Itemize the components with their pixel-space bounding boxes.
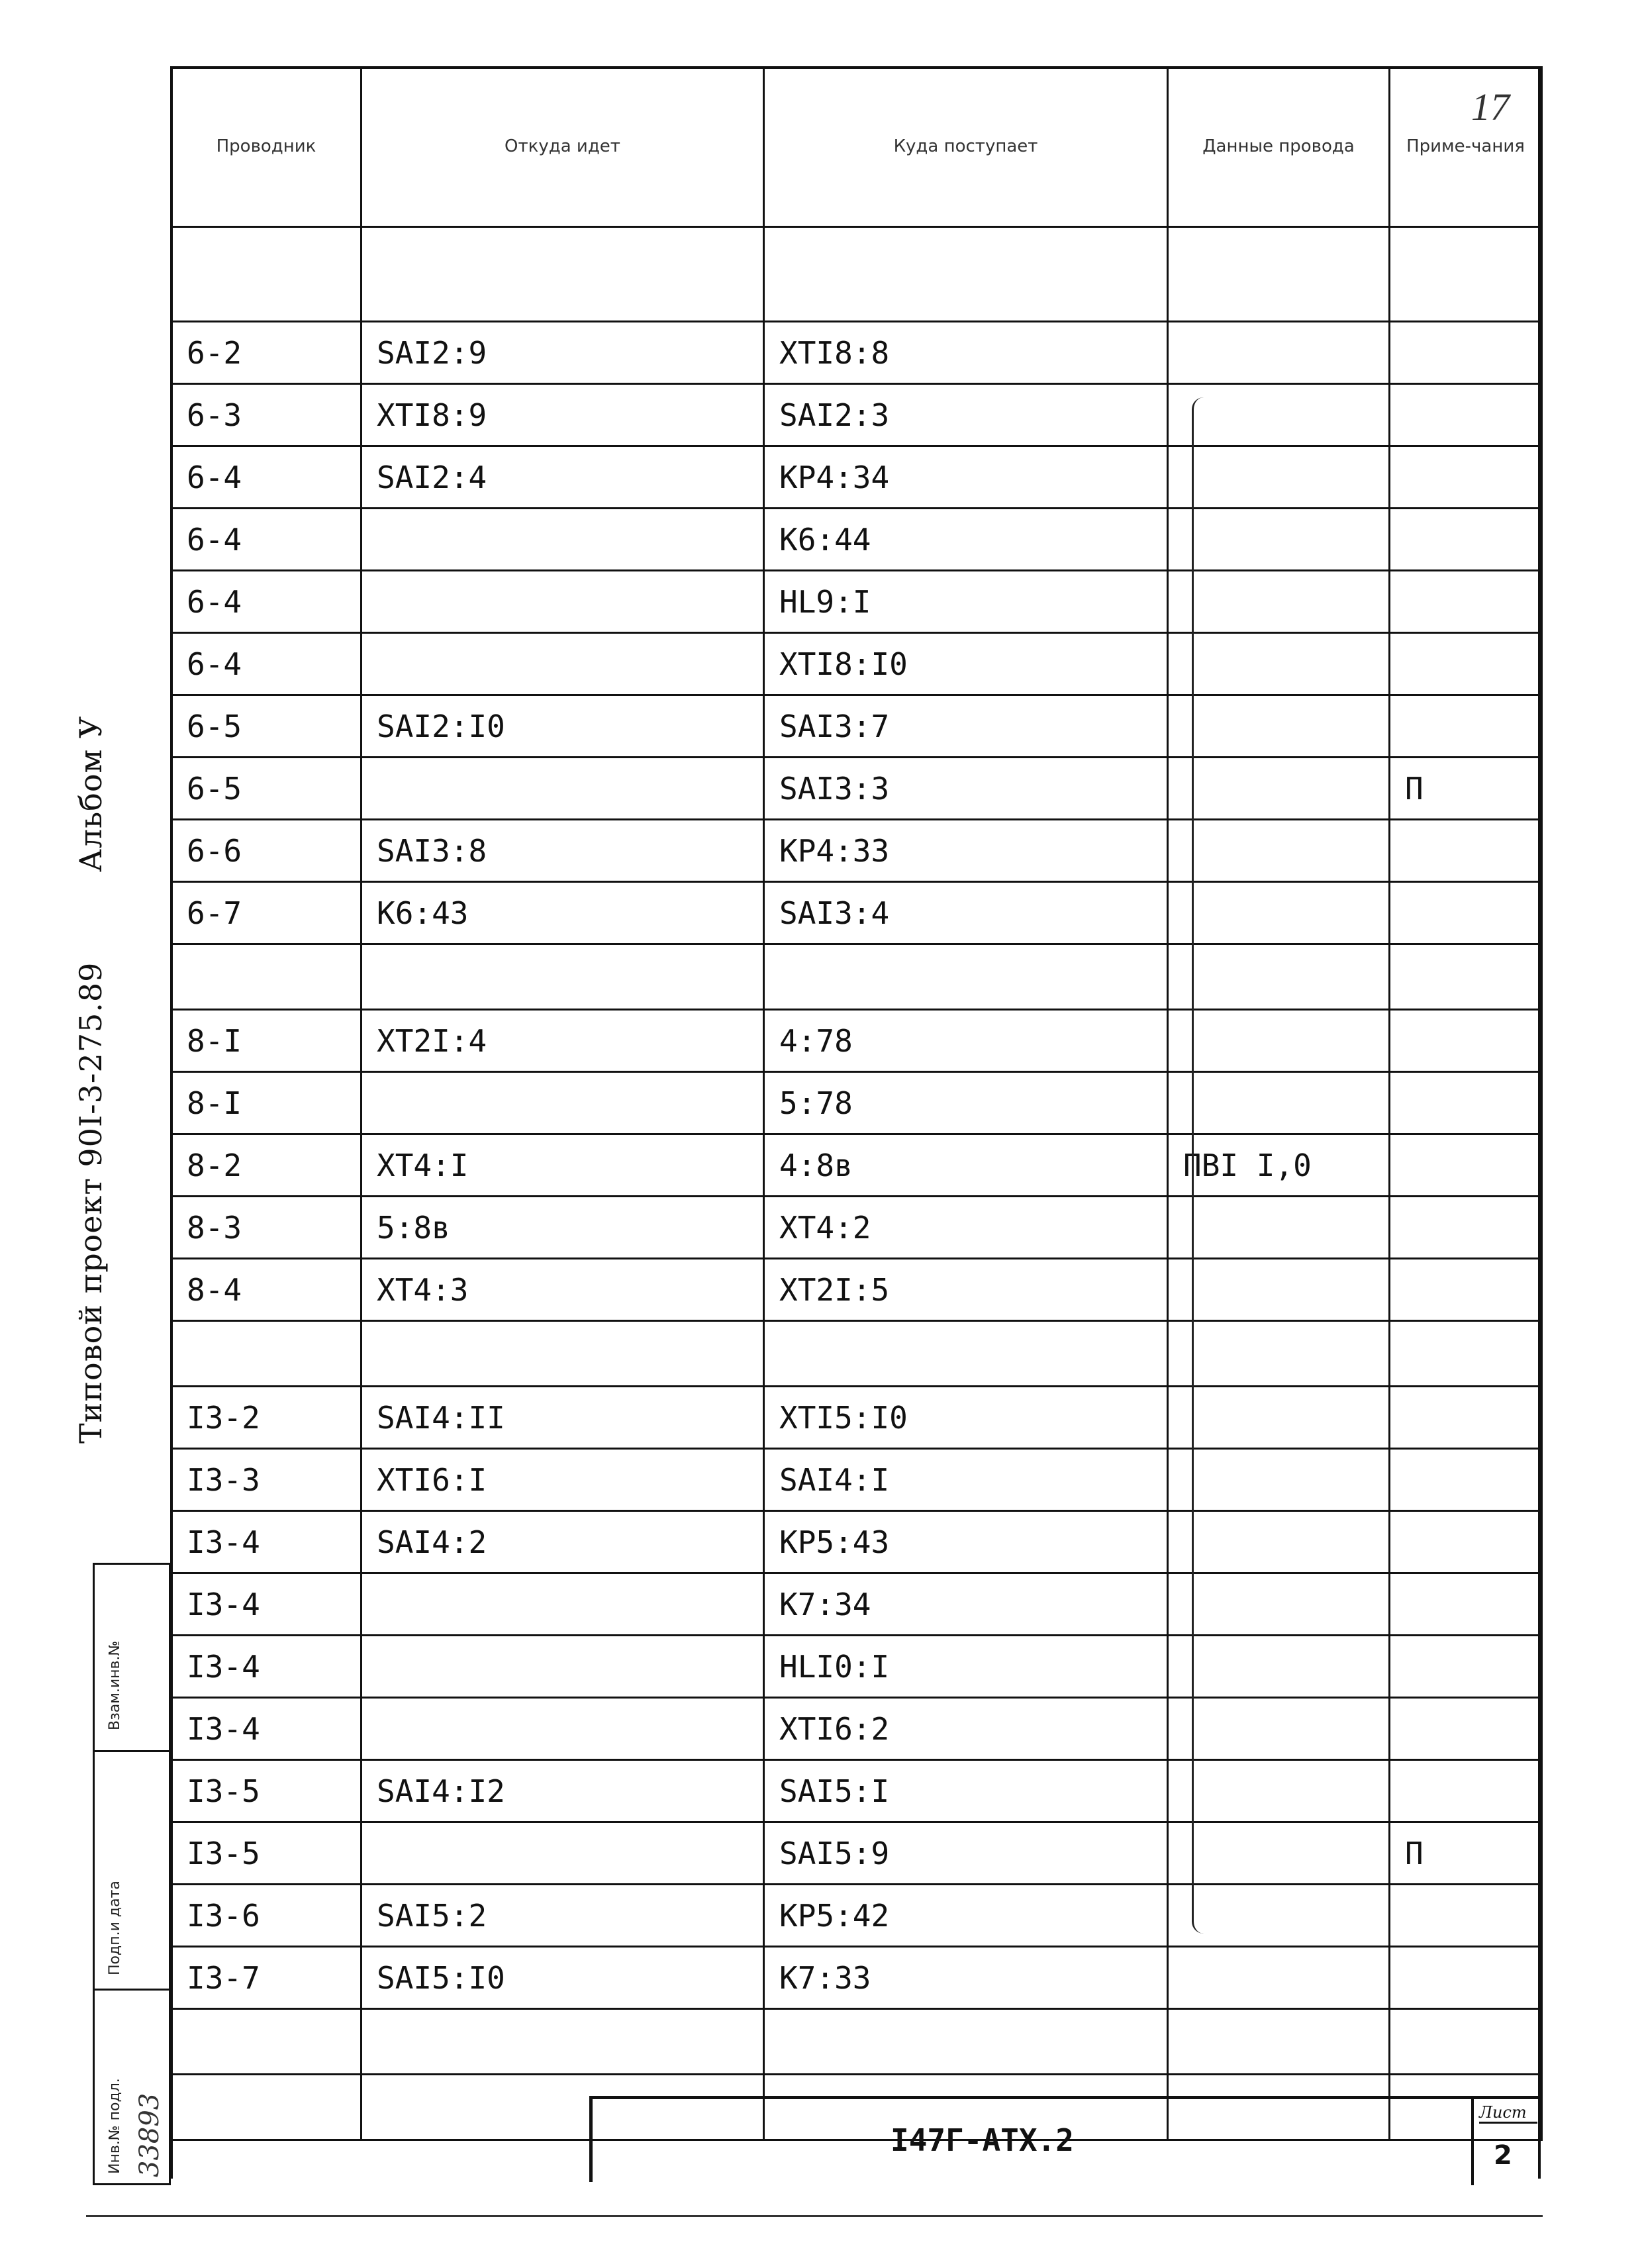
cell-conductor: 6-4	[171, 571, 362, 633]
cell-from	[362, 571, 764, 633]
cell-from: SAI4:2	[362, 1511, 764, 1573]
cell-from	[362, 1636, 764, 1698]
cell-notes	[1390, 1387, 1542, 1449]
cell-conductor	[171, 2009, 362, 2075]
cell-conductor: 6-5	[171, 758, 362, 820]
sheet-corner-number: 17	[1471, 85, 1510, 128]
cell-notes	[1390, 820, 1542, 882]
table-row	[171, 1387, 1542, 1449]
stamp-inv-value: 33893	[134, 2093, 165, 2177]
cell-to: SAI2:3	[764, 384, 1168, 446]
table-row	[171, 1885, 1542, 1947]
cell-conductor: 6-6	[171, 820, 362, 882]
cell-wire-data	[1168, 322, 1390, 384]
cell-notes	[1390, 695, 1542, 758]
cell-from: XT4:3	[362, 1259, 764, 1321]
table-row	[171, 1511, 1542, 1573]
cell-notes	[1390, 1010, 1542, 1072]
cell-notes	[1390, 1511, 1542, 1573]
header-to: Куда поступает	[764, 68, 1168, 227]
cell-to: XTI8:8	[764, 322, 1168, 384]
table-row	[171, 820, 1542, 882]
table-row	[171, 1010, 1542, 1072]
cell-from: SAI2:I0	[362, 695, 764, 758]
table-row	[171, 446, 1542, 509]
header-conductor: Проводник	[171, 68, 362, 227]
table-row-empty	[171, 944, 1542, 1010]
cell-to: 4:78	[764, 1010, 1168, 1072]
cell-from	[362, 758, 764, 820]
cell-to: XTI6:2	[764, 1698, 1168, 1760]
cell-notes	[1390, 322, 1542, 384]
table-row	[171, 1259, 1542, 1321]
cell-conductor: I3-2	[171, 1387, 362, 1449]
cell-from: SAI2:4	[362, 446, 764, 509]
cell-notes	[1390, 1321, 1542, 1387]
cell-to: SAI5:I	[764, 1760, 1168, 1822]
sheet-number: 2	[1494, 2140, 1512, 2171]
cell-from	[362, 1822, 764, 1885]
cell-conductor: 6-5	[171, 695, 362, 758]
header-wire-data: Данные провода	[1168, 68, 1390, 227]
cell-to: 5:78	[764, 1072, 1168, 1134]
cell-notes: П	[1390, 1822, 1542, 1885]
cell-conductor: I3-4	[171, 1573, 362, 1636]
cell-notes	[1390, 1259, 1542, 1321]
cell-from	[362, 633, 764, 695]
cell-conductor	[171, 944, 362, 1010]
cell-to: KP4:34	[764, 446, 1168, 509]
table-row	[171, 322, 1542, 384]
cell-conductor: I3-4	[171, 1636, 362, 1698]
table-row	[171, 384, 1542, 446]
cell-notes	[1390, 1698, 1542, 1760]
table-row	[171, 758, 1542, 820]
stamp-replace-label: Взам.инв.№	[107, 1640, 123, 1730]
stamp-inv-label: Инв.№ подл.	[107, 2078, 123, 2174]
cell-conductor: 8-I	[171, 1010, 362, 1072]
table-row	[171, 1134, 1542, 1197]
table-row	[171, 1573, 1542, 1636]
cell-to: SAI3:7	[764, 695, 1168, 758]
cell-conductor	[171, 2075, 362, 2140]
table-row	[171, 1947, 1542, 2009]
cell-notes	[1390, 633, 1542, 695]
cell-to	[764, 2009, 1168, 2075]
cell-conductor: 8-2	[171, 1134, 362, 1197]
cell-conductor	[171, 1321, 362, 1387]
cell-from: XT4:I	[362, 1134, 764, 1197]
cell-notes	[1390, 384, 1542, 446]
cell-wire-data	[1168, 2009, 1390, 2075]
cell-notes	[1390, 1134, 1542, 1197]
table-row	[171, 571, 1542, 633]
cell-notes	[1390, 1072, 1542, 1134]
header-notes: Приме-чания	[1390, 68, 1542, 227]
cell-to	[764, 944, 1168, 1010]
cell-notes	[1390, 882, 1542, 944]
table-row	[171, 1760, 1542, 1822]
table-row	[171, 509, 1542, 571]
cell-from	[362, 2009, 764, 2075]
sheet-label: Лист	[1479, 2103, 1537, 2124]
document-code: I47Г-АТХ.2	[891, 2122, 1074, 2158]
cell-from: SAI4:I2	[362, 1760, 764, 1822]
cell-notes	[1390, 1197, 1542, 1259]
cell-from: SAI5:I0	[362, 1947, 764, 2009]
table-row-gap	[171, 227, 1542, 322]
table-row	[171, 1698, 1542, 1760]
cell-from: 5:8в	[362, 1197, 764, 1259]
cell-conductor: I3-5	[171, 1760, 362, 1822]
cell-to: K7:33	[764, 1947, 1168, 2009]
cell-conductor: 8-3	[171, 1197, 362, 1259]
approval-stamp	[93, 1563, 171, 2185]
cell-conductor: 8-4	[171, 1259, 362, 1321]
table-row	[171, 633, 1542, 695]
cell-to: HLI0:I	[764, 1636, 1168, 1698]
bottom-rule	[86, 2215, 1543, 2217]
cell-notes	[1390, 1636, 1542, 1698]
cell-conductor: 6-3	[171, 384, 362, 446]
cell-to: SAI5:9	[764, 1822, 1168, 1885]
cell-conductor: 8-I	[171, 1072, 362, 1134]
table-row	[171, 1636, 1542, 1698]
cell-to: XTI5:I0	[764, 1387, 1168, 1449]
table-row	[171, 1449, 1542, 1511]
cell-conductor: 6-4	[171, 446, 362, 509]
cell-wire-data: ПВI I,0	[1168, 1134, 1390, 1197]
cell-notes	[1390, 571, 1542, 633]
cell-conductor: I3-5	[171, 1822, 362, 1885]
table-body	[171, 227, 1542, 2140]
cell-from: XT2I:4	[362, 1010, 764, 1072]
cell-conductor: 6-7	[171, 882, 362, 944]
title-block	[589, 2096, 1543, 2182]
cell-notes	[1390, 1760, 1542, 1822]
table-row	[171, 695, 1542, 758]
cell-from	[362, 944, 764, 1010]
cell-to	[764, 1321, 1168, 1387]
margin-album: Альбом У	[73, 715, 109, 872]
cell-notes	[1390, 509, 1542, 571]
cell-to: HL9:I	[764, 571, 1168, 633]
cell-from: XTI8:9	[362, 384, 764, 446]
cell-from	[362, 1573, 764, 1636]
cell-to: 4:8в	[764, 1134, 1168, 1197]
margin-project: Типовой проект 90I-3-275.89	[73, 961, 109, 1444]
cell-from: XTI6:I	[362, 1449, 764, 1511]
cell-wire-data	[1168, 1947, 1390, 2009]
cell-from: SAI2:9	[362, 322, 764, 384]
cell-to: SAI3:3	[764, 758, 1168, 820]
cell-from	[362, 1321, 764, 1387]
cell-from: K6:43	[362, 882, 764, 944]
margin-note	[73, 716, 109, 1444]
table-header-row	[171, 68, 1542, 227]
cell-conductor: I3-4	[171, 1511, 362, 1573]
cell-from: SAI4:II	[362, 1387, 764, 1449]
cell-to: XTI8:I0	[764, 633, 1168, 695]
table-row	[171, 1072, 1542, 1134]
cell-to: KP5:42	[764, 1885, 1168, 1947]
cell-from	[362, 1698, 764, 1760]
cell-notes	[1390, 1947, 1542, 2009]
stamp-sign-label: Подп.и дата	[107, 1881, 123, 1975]
header-from: Откуда идет	[362, 68, 764, 227]
cell-to: XT4:2	[764, 1197, 1168, 1259]
cell-to: SAI4:I	[764, 1449, 1168, 1511]
cell-notes	[1390, 1449, 1542, 1511]
cell-notes	[1390, 2009, 1542, 2075]
cell-from	[362, 509, 764, 571]
cell-notes: П	[1390, 758, 1542, 820]
table-row-empty	[171, 2009, 1542, 2075]
cell-conductor: 6-2	[171, 322, 362, 384]
cell-to: KP5:43	[764, 1511, 1168, 1573]
cell-conductor: I3-3	[171, 1449, 362, 1511]
cell-conductor: I3-6	[171, 1885, 362, 1947]
cell-from	[362, 1072, 764, 1134]
cell-conductor: I3-4	[171, 1698, 362, 1760]
cell-to: KP4:33	[764, 820, 1168, 882]
cell-notes	[1390, 1885, 1542, 1947]
cell-notes	[1390, 944, 1542, 1010]
table-row-empty	[171, 1321, 1542, 1387]
cell-to: K6:44	[764, 509, 1168, 571]
sheet-box	[1471, 2099, 1543, 2185]
wire-table	[170, 66, 1543, 2141]
table-row	[171, 1197, 1542, 1259]
cell-conductor: 6-4	[171, 509, 362, 571]
table-row	[171, 1822, 1542, 1885]
grouping-brace	[1192, 397, 1211, 1934]
cell-to: K7:34	[764, 1573, 1168, 1636]
table-row	[171, 882, 1542, 944]
cell-from: SAI5:2	[362, 1885, 764, 1947]
cell-to: SAI3:4	[764, 882, 1168, 944]
cell-notes	[1390, 446, 1542, 509]
cell-conductor: 6-4	[171, 633, 362, 695]
cell-conductor: I3-7	[171, 1947, 362, 2009]
cell-notes	[1390, 1573, 1542, 1636]
cell-from: SAI3:8	[362, 820, 764, 882]
cell-to: XT2I:5	[764, 1259, 1168, 1321]
